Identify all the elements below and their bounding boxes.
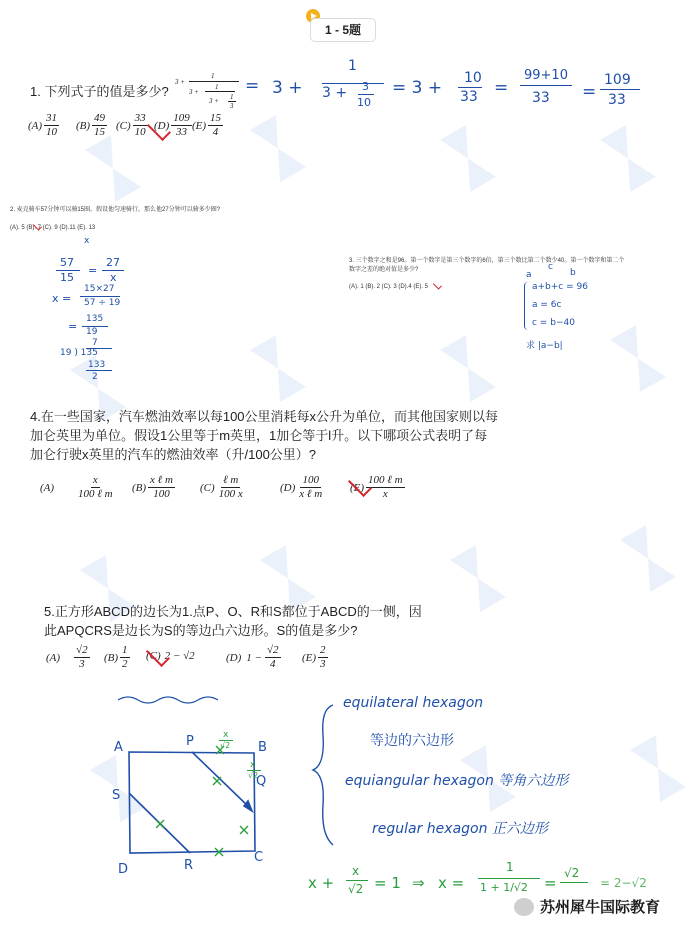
q4-option-c[interactable]: (C) $\frac{\text{ℓ m}}{100 x}$ [200, 474, 243, 500]
q5-solution-equation: x + x √2 = 1 ⇒ x = 1 1 + 1/√2 = √2 = 2−√2 [308, 860, 647, 896]
note-equiangular: equiangular hexagon 等角六边形 [345, 773, 569, 789]
q3-options[interactable]: (A). 1 (B). 2 (C). 3 (D).4 (E). 5 [349, 284, 429, 290]
vertex-r: R [184, 858, 194, 873]
q1-option-d[interactable]: (D) $\frac{109}{33}$ [154, 112, 190, 138]
vertex-s: S [112, 788, 121, 803]
q4-option-d[interactable]: (D) $\frac{100}{\text{x ℓ m}}$ [280, 474, 323, 500]
vertex-a: A [114, 740, 123, 755]
q1-option-b[interactable]: (B) $\frac{49}{15}$ [76, 112, 106, 138]
vertex-b: B [258, 740, 267, 755]
q1-handwritten-work: = 3 + 1 3 + 3 10 = 3 + 10 33 = 99+10 33 = 109 33 [240, 72, 660, 122]
q3-prompt: 3. 三个数字之和是96。第一个数字是第三个数字的6倍，第三个数比第二个数少40。第一个数字和第二个数字之差的绝对值是多少? [349, 258, 625, 273]
wechat-icon [514, 898, 534, 916]
q2-handwritten-work: x 57 15 = 27 x x = 15×27 57 ÷ 19 = 135 19 7 19 ) 135 133 2 [40, 236, 160, 386]
q1-option-e[interactable]: (E) $\frac{15}{4}$ [192, 112, 222, 138]
note-equilateral-cn: 等边的六边形 [370, 733, 454, 749]
q1-option-a[interactable]: (A) $\frac{31}{10}$ [28, 112, 58, 138]
q1-option-c[interactable]: (C) $\frac{33}{10}$ [116, 112, 146, 138]
q3-handwritten-work: a b c a+b+c = 96 a = 6c c = b−40 求 |a−b| [526, 262, 588, 351]
q4-prompt: 4.在一些国家，汽车燃油效率以每100公里消耗每x公升为单位，而其他国家则以每加仑英里为单位。假设1公里等于m英里，1加仑等于l升。以下哪项公式表明了每加仑行驶x英里的汽车的燃油效率（升/100公里）? [30, 409, 499, 462]
q4-option-a[interactable]: (A) $\frac{x}{\text{100 ℓ m}}$ [40, 474, 113, 500]
q5-prompt: 5.正方形ABCD的边长为1.点P、O、R和S都位于ABCD的一侧，因此APQCRS是边长为S的等边凸六边形。S的值是多少? [44, 604, 422, 638]
q5-option-d[interactable]: (D) 1 − $\frac{√2}{4}$ [226, 644, 279, 670]
q1-prompt: 1. 下列式子的值是多少? [30, 84, 169, 99]
q5-diagram-labels: A P B S Q D R C x √2 x √2 [112, 730, 267, 877]
q2-options[interactable]: (A). 5 (B). 7 (C). 9 (D).11 (E). 13 [10, 225, 96, 231]
q4-option-b[interactable]: (B) $\frac{\text{x ℓ m}}{100}$ [132, 474, 173, 500]
q5-option-c[interactable]: (C) 2 − √2 [146, 650, 195, 662]
q2-prompt: 2. 麦克骑车57分钟可以骑15圈。假设他匀速骑行，那么他27分钟可以骑多少圈? [10, 207, 221, 213]
q1-expression: 3 + 1 3 + 1 3 + 1 3 [175, 72, 245, 112]
vertex-d: D [118, 862, 129, 877]
note-regular: regular hexagon 正六边形 [372, 821, 548, 837]
vertex-p: P [186, 734, 194, 749]
q5-option-a[interactable]: (A) $\frac{√2}{3}$ [46, 644, 88, 670]
q5-option-b[interactable]: (B) $\frac{1}{2}$ [104, 644, 128, 670]
vertex-q: Q [256, 774, 267, 789]
section-badge: 1 - 5题 [310, 18, 376, 42]
q4-option-e[interactable]: (E) $\frac{\text{100 ℓ m}}{x}$ [350, 474, 403, 500]
q5-option-e[interactable]: (E) $\frac{2}{3}$ [302, 644, 326, 670]
note-equilateral: equilateral hexagon [343, 695, 484, 711]
footer-watermark: 苏州犀牛国际教育 [540, 899, 661, 916]
vertex-c: C [254, 850, 264, 865]
